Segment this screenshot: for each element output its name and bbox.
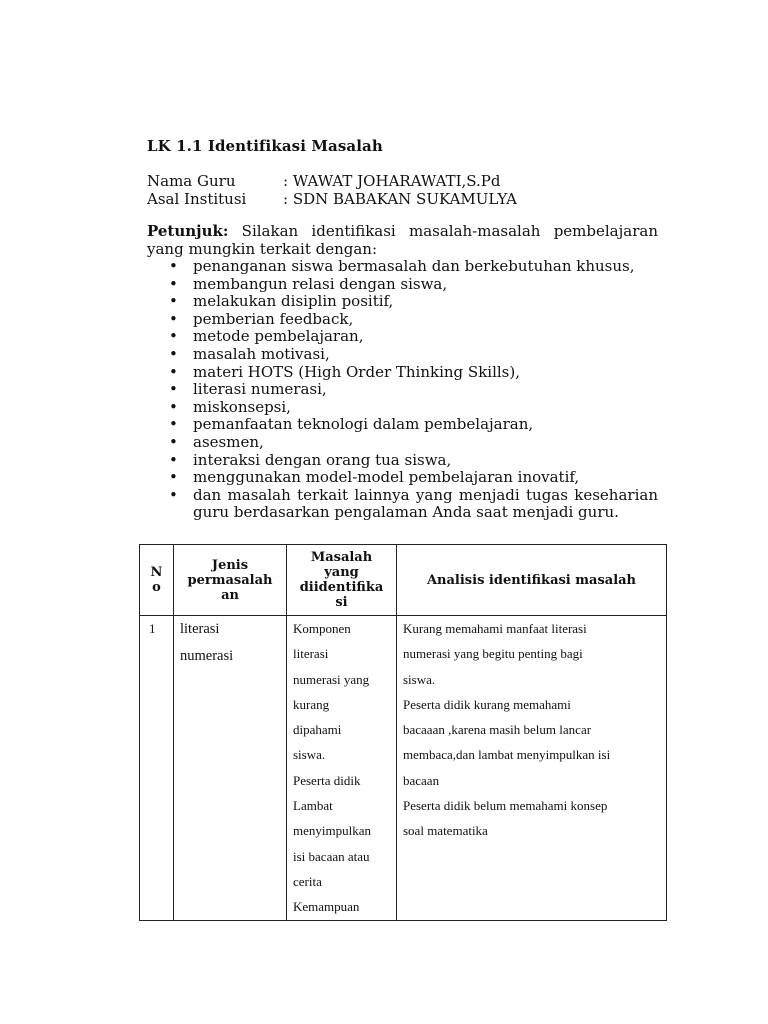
nama-guru-value: : WAWAT JOHARAWATI,S.Pd (283, 172, 501, 190)
list-item (147, 399, 658, 417)
cell-analisis-line: bacaaan ,karena masih belum lancar (403, 722, 592, 738)
cell-jenis-line: literasi (180, 621, 220, 637)
cell-analisis-line: siswa. (403, 671, 436, 687)
document-title: LK 1.1 Identifikasi Masalah (147, 137, 383, 155)
bullet-icon: • (169, 309, 178, 328)
cell-analisis-line: Kurang memahami manfaat literasi (403, 621, 587, 636)
bullet-icon: • (169, 432, 178, 451)
header-no (140, 545, 174, 616)
list-item (147, 416, 658, 434)
bullet-icon: • (169, 468, 178, 487)
cell-jenis (174, 616, 287, 921)
petunjuk-paragraph (147, 222, 658, 258)
identification-table (139, 544, 667, 921)
list-item-text: interaksi dengan orang tua siswa, (193, 450, 452, 469)
header-no-line: N (150, 565, 163, 580)
cell-no: 1 (140, 616, 174, 921)
bullet-icon: • (169, 450, 178, 469)
list-item-text: membangun relasi dengan siswa, (193, 274, 448, 293)
header-masalah-line: diidentifika (299, 580, 384, 595)
cell-masalah-line: Peserta didik (293, 772, 361, 788)
cell-analisis-line: Peserta didik belum memahami konsep (403, 798, 608, 814)
list-item (147, 311, 658, 329)
list-item (147, 346, 658, 364)
table-header-row (140, 545, 667, 616)
cell-masalah-line: Kemampuan (293, 899, 360, 915)
bullet-icon: • (169, 327, 178, 346)
cell-masalah-line: numerasi yang (293, 671, 370, 687)
cell-masalah-line: siswa. (293, 747, 326, 763)
list-item (147, 469, 658, 487)
list-item (147, 381, 658, 399)
asal-institusi-row (147, 190, 517, 208)
cell-masalah-line: kurang (293, 696, 330, 712)
cell-analisis (397, 616, 667, 921)
bullet-icon: • (169, 485, 178, 504)
cell-masalah-line: Komponen (293, 621, 351, 636)
nama-guru-label: Nama Guru (147, 172, 236, 190)
list-item-text: metode pembelajaran, (193, 327, 364, 346)
list-item (147, 364, 658, 382)
cell-analisis-line: numerasi yang begitu penting bagi (403, 646, 583, 662)
table-row (140, 616, 667, 921)
bullet-icon: • (169, 397, 178, 416)
list-item-text: miskonsepsi, (193, 397, 291, 416)
bullet-icon: • (169, 292, 178, 311)
header-jenis-line: Jenis (211, 557, 249, 573)
list-item-text: penanganan siswa bermasalah dan berkebutuhan khusus, (193, 257, 635, 275)
list-item-text: masalah motivasi, (193, 344, 330, 363)
list-item (147, 328, 658, 346)
cell-masalah-line: menyimpulkan (293, 823, 371, 839)
list-item-text: literasi numerasi, (193, 380, 327, 399)
list-item (147, 452, 658, 470)
header-jenis (174, 545, 287, 616)
cell-analisis-line: bacaan (403, 772, 440, 788)
cell-analisis-line: membaca,dan lambat menyimpulkan isi (403, 747, 611, 763)
cell-masalah-line: cerita (293, 873, 322, 889)
nama-guru-row (147, 172, 501, 190)
header-masalah (287, 545, 397, 616)
cell-jenis-line: numerasi (180, 648, 234, 664)
petunjuk-text: Silakan identifikasi masalah-masalah pembelajaran yang mungkin terkait dengan: (147, 222, 658, 258)
bullet-icon: • (169, 344, 178, 363)
asal-institusi-label: Asal Institusi (147, 190, 247, 208)
cell-masalah-line: Lambat (293, 798, 333, 814)
header-no-line: o (152, 580, 161, 595)
problem-list (147, 258, 658, 522)
cell-analisis-line: Peserta didik kurang memahami (403, 696, 571, 712)
bullet-icon: • (169, 415, 178, 434)
cell-masalah-line: literasi (293, 646, 329, 662)
list-item-text: menggunakan model-model pembelajaran inovatif, (193, 468, 580, 487)
asal-institusi-value: : SDN BABAKAN SUKAMULYA (283, 190, 517, 208)
header-analisis: Analisis identifikasi masalah (397, 545, 667, 616)
header-jenis-line: an (221, 587, 239, 603)
header-jenis-line: permasalah (187, 572, 273, 588)
cell-analisis-line: soal matematika (403, 823, 488, 839)
list-item (147, 293, 658, 311)
cell-masalah-line: isi bacaan atau (293, 848, 370, 864)
bullet-icon: • (169, 380, 178, 399)
list-item-text: melakukan disiplin positif, (193, 292, 394, 311)
header-masalah-line: Masalah (310, 550, 373, 565)
list-item-text: dan masalah terkait lainnya yang menjadi tugas keseharian guru berdasarkan pengalaman Anda saat menjadi guru. (193, 485, 658, 522)
petunjuk-label: Petunjuk: (147, 222, 229, 240)
list-item (147, 487, 658, 522)
header-masalah-line: yang (324, 565, 359, 580)
bullet-icon: • (169, 257, 178, 275)
list-item (147, 258, 658, 276)
bullet-icon: • (169, 362, 178, 381)
cell-masalah-line: dipahami (293, 722, 342, 738)
list-item-text: asesmen, (193, 432, 264, 451)
bullet-icon: • (169, 274, 178, 293)
list-item-text: pemberian feedback, (193, 309, 354, 328)
header-masalah-line: si (335, 595, 348, 610)
list-item (147, 434, 658, 452)
cell-masalah (287, 616, 397, 921)
list-item-text: pemanfaatan teknologi dalam pembelajaran, (193, 415, 534, 434)
list-item (147, 276, 658, 294)
list-item-text: materi HOTS (High Order Thinking Skills), (193, 362, 520, 381)
